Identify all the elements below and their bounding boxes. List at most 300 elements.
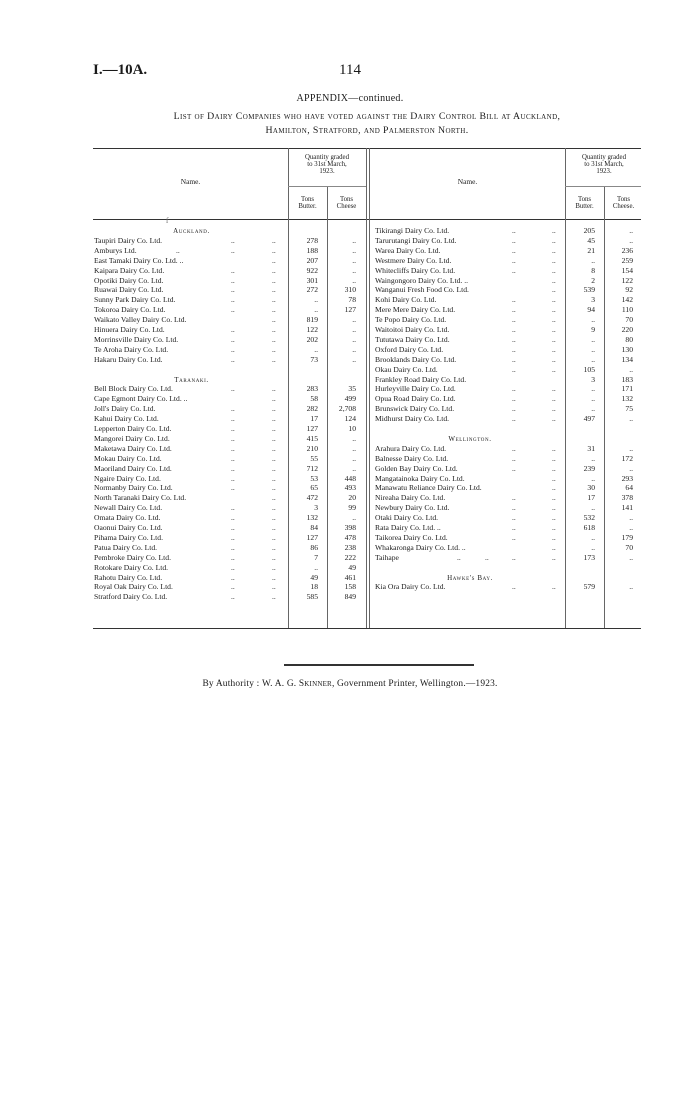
tons-cheese: 478 [344, 532, 356, 542]
company-name: Tokoroa Dairy Co. Ltd. [94, 305, 166, 315]
tons-butter: .. [591, 384, 595, 394]
tons-butter: .. [314, 295, 318, 305]
tons-cheese: .. [629, 582, 633, 592]
tons-cheese: 70 [625, 315, 633, 325]
tons-butter: .. [591, 404, 595, 414]
tons-butter: .. [591, 394, 595, 404]
company-name: Tarurutangi Dairy Co. Ltd. [375, 235, 457, 245]
leader-dots: .. [231, 414, 235, 424]
table-row [0, 295, 700, 305]
leader-dots: .. [272, 433, 276, 443]
leader-dots: .. [272, 532, 276, 542]
table-row [0, 464, 700, 474]
title-line-2: Hamilton, Stratford, and Palmerston North. [265, 125, 469, 136]
company-name: Taupiri Dairy Co. Ltd. [94, 235, 163, 245]
leader-dots: .. [552, 523, 556, 532]
tons-cheese: 99 [348, 503, 356, 513]
tons-butter: 188 [306, 245, 318, 255]
company-name: Morrinsville Dairy Co. Ltd. [94, 334, 179, 344]
leader-dots: .. [231, 463, 235, 473]
leader-dots: .. [272, 334, 276, 344]
company-name: East Tamaki Dairy Co. Ltd. .. [94, 255, 184, 265]
leader-dots: .. [512, 295, 516, 305]
leader-dots: .. [231, 295, 235, 305]
tons-cheese: .. [352, 433, 356, 443]
table-row [0, 266, 700, 276]
company-name: Midhurst Dairy Co. Ltd. [375, 414, 450, 424]
tons-cheese: .. [629, 226, 633, 235]
leader-dots: .. [552, 334, 556, 344]
tons-cheese: .. [629, 523, 633, 532]
leader-dots: .. [272, 295, 276, 305]
table-row [0, 523, 700, 533]
leader-dots: .. [231, 443, 235, 453]
appendix-heading [0, 93, 700, 104]
company-name: Brunswick Dairy Co. Ltd. [375, 404, 455, 414]
table-row [0, 533, 700, 543]
tons-butter: 3 [591, 295, 595, 305]
tons-butter: 579 [583, 582, 595, 592]
leader-dots: .. [512, 325, 516, 334]
leader-dots: .. [552, 414, 556, 424]
company-name: Tututawa Dairy Co. Ltd. [375, 334, 450, 344]
footer-rule [284, 664, 474, 666]
table-row [0, 345, 700, 355]
tons-butter: .. [591, 503, 595, 513]
company-name: Pihama Dairy Co. Ltd. [94, 532, 163, 542]
tons-butter: 202 [306, 334, 318, 344]
table-row [0, 553, 700, 563]
leader-dots: .. [552, 255, 556, 265]
tons-butter: .. [591, 255, 595, 265]
leader-dots: .. [272, 404, 276, 414]
right-quantity-line-2: to 31st March, [584, 161, 624, 168]
leader-dots: .. [552, 493, 556, 503]
leader-dots: .. [512, 453, 516, 463]
company-name: Newbury Dairy Co. Ltd. [375, 503, 450, 513]
tons-butter: 65 [310, 483, 318, 493]
company-name: Tikirangi Dairy Co. Ltd. [375, 226, 450, 235]
tons-cheese: 222 [344, 552, 356, 562]
leader-dots: .. [231, 473, 235, 483]
tons-cheese: 398 [344, 523, 356, 532]
tons-cheese: 49 [348, 562, 356, 572]
tons-cheese: 35 [348, 384, 356, 394]
leader-dots: .. [231, 344, 235, 354]
leader-dots: .. [272, 473, 276, 483]
table-row [0, 394, 700, 404]
company-name: Westmere Dairy Co. Ltd. [375, 255, 452, 265]
leader-dots: .. [512, 255, 516, 265]
company-name: Bell Block Dairy Co. Ltd. [94, 384, 173, 394]
leader-dots: .. [231, 424, 235, 433]
table-row [0, 543, 700, 553]
tons-butter: .. [591, 542, 595, 552]
tons-cheese: 142 [621, 295, 633, 305]
leader-dots: .. [272, 542, 276, 552]
tons-cheese: .. [352, 354, 356, 364]
tons-cheese: .. [352, 513, 356, 523]
tons-cheese: 158 [344, 582, 356, 592]
table-header-rule [93, 219, 641, 220]
leader-dots: .. [512, 265, 516, 275]
leader-dots: .. [552, 265, 556, 275]
company-name: Nireaha Dairy Co. Ltd. [375, 493, 446, 503]
leader-dots: .. [272, 424, 276, 433]
leader-dots: .. [552, 295, 556, 305]
table-row [0, 434, 700, 444]
leader-dots: .. [552, 354, 556, 364]
left-quantity-line-2: to 31st March, [307, 161, 347, 168]
leader-dots: .. [272, 523, 276, 532]
company-name: Manawatu Reliance Dairy Co. Ltd. [375, 483, 482, 493]
company-name: Newall Dairy Co. Ltd. [94, 503, 163, 513]
company-name: North Taranaki Dairy Co. Ltd. [94, 493, 187, 503]
leader-dots: .. [231, 285, 235, 295]
table-top-rule [93, 148, 641, 149]
leader-dots: .. [272, 344, 276, 354]
tons-cheese: 64 [625, 483, 633, 493]
leader-dots: .. [512, 582, 516, 592]
leader-dots: .. [552, 552, 556, 562]
tons-butter: 127 [306, 532, 318, 542]
table-row [0, 355, 700, 365]
company-name: Mangatainoka Dairy Co. Ltd. [375, 473, 465, 483]
tons-cheese: 70 [625, 542, 633, 552]
leader-dots: .. [231, 354, 235, 364]
company-name: Royal Oak Dairy Co. Ltd. [94, 582, 173, 592]
tons-butter: 58 [310, 394, 318, 404]
tons-butter: 472 [306, 493, 318, 503]
company-name: Oxford Dairy Co. Ltd. [375, 344, 444, 354]
tons-butter: 278 [306, 235, 318, 245]
stray-mark: ſ [166, 216, 169, 225]
tons-butter: 21 [587, 245, 595, 255]
left-cheese-line-2: Cheese [336, 203, 357, 210]
tons-cheese: 461 [344, 572, 356, 582]
tons-cheese: 448 [344, 473, 356, 483]
leader-dots: .. [552, 394, 556, 404]
tons-cheese: 293 [621, 473, 633, 483]
company-name: Waingongoro Dairy Co. Ltd. .. [375, 275, 469, 285]
tons-cheese: .. [352, 325, 356, 334]
leader-dots: .. [552, 384, 556, 394]
tons-butter: 532 [583, 513, 595, 523]
leader-dots: .. [512, 404, 516, 414]
tons-butter: 84 [310, 523, 318, 532]
tons-butter: 2 [591, 275, 595, 285]
leader-dots: .. [272, 483, 276, 493]
company-name: Sunny Park Dairy Co. Ltd. [94, 295, 176, 305]
company-name: Balnesse Dairy Co. Ltd. [375, 453, 449, 463]
tons-butter: 819 [306, 315, 318, 325]
tons-butter: 922 [306, 265, 318, 275]
tons-cheese: .. [352, 443, 356, 453]
leader-dots: .. [272, 265, 276, 275]
company-name: Warea Dairy Co. Ltd. [375, 245, 441, 255]
tons-cheese: 132 [621, 394, 633, 404]
section-heading: Auckland. [173, 227, 210, 235]
leader-dots: .. [512, 245, 516, 255]
table-row [0, 384, 700, 394]
leader-dots: .. [552, 325, 556, 334]
tons-cheese: .. [352, 255, 356, 265]
table-row [0, 335, 700, 345]
company-name: Te Aroha Dairy Co. Ltd. [94, 344, 169, 354]
table-row [0, 493, 700, 503]
leader-dots: .. [552, 463, 556, 473]
company-name: Golden Bay Dairy Co. Ltd. [375, 463, 458, 473]
leader-dots: .. [512, 493, 516, 503]
company-name: Taikorea Dairy Co. Ltd. [375, 532, 448, 542]
tons-butter: 105 [583, 364, 595, 374]
company-name: Brooklands Dairy Co. Ltd. [375, 354, 457, 364]
leader-dots: .. [272, 315, 276, 325]
leader-dots: .. [231, 582, 235, 592]
tons-cheese: .. [352, 235, 356, 245]
leader-dots: .. [231, 453, 235, 463]
tons-cheese: 78 [348, 295, 356, 305]
tons-cheese: 92 [625, 285, 633, 295]
tons-butter: 8 [591, 265, 595, 275]
leader-dots: .. [552, 443, 556, 453]
right-name-header: Name. [457, 177, 478, 186]
leader-dots: .. [231, 483, 235, 493]
tons-butter: .. [591, 334, 595, 344]
leader-dots: .. [512, 414, 516, 424]
table-row [0, 305, 700, 315]
tons-cheese: 183 [621, 374, 633, 384]
tons-cheese: 110 [621, 305, 633, 315]
leader-dots: .. [231, 275, 235, 285]
leader-dots: .. [552, 453, 556, 463]
leader-dots: .. [272, 592, 276, 602]
leader-dots: .. [272, 414, 276, 424]
leader-dots: .. [272, 453, 276, 463]
right-cheese-line-1: Tons [616, 196, 631, 203]
tons-butter: 30 [587, 483, 595, 493]
company-name: Whakaronga Dairy Co. Ltd. .. [375, 542, 466, 552]
tons-butter: 73 [310, 354, 318, 364]
tons-butter: 173 [583, 552, 595, 562]
left-subheader-rule [288, 186, 366, 187]
document-reference: I.—10A. [93, 62, 148, 78]
company-name: Taihape [375, 552, 399, 562]
left-name-header: Name. [180, 177, 201, 186]
leader-dots: .. [552, 542, 556, 552]
leader-dots: .. [231, 513, 235, 523]
tons-butter: 53 [310, 473, 318, 483]
leader-dots: .. [272, 285, 276, 295]
tons-butter: 31 [587, 443, 595, 453]
leader-dots: .. [231, 503, 235, 513]
leader-dots: .. [231, 592, 235, 602]
leader-dots: .. [512, 513, 516, 523]
tons-butter: 86 [310, 542, 318, 552]
tons-cheese: 20 [348, 493, 356, 503]
leader-dots: .. [272, 255, 276, 265]
leader-dots: .. [512, 364, 516, 374]
leader-dots: .. [231, 265, 235, 275]
tons-cheese: 122 [621, 275, 633, 285]
table-row [0, 563, 700, 573]
leader-dots: .. [485, 552, 489, 562]
leader-dots: .. [231, 523, 235, 532]
right-cheese-line-2: Cheese. [612, 203, 635, 210]
tons-butter: 49 [310, 572, 318, 582]
tons-cheese: 172 [621, 453, 633, 463]
left-cheese-line-1: Tons [339, 196, 354, 203]
company-name: Mere Mere Dairy Co. Ltd. [375, 305, 456, 315]
tons-butter: 94 [587, 305, 595, 315]
company-name: Pembroke Dairy Co. Ltd. [94, 552, 171, 562]
tons-cheese: .. [352, 463, 356, 473]
tons-butter: .. [591, 344, 595, 354]
tons-butter: 7 [314, 552, 318, 562]
left-quantity-line-1: Quantity graded [305, 154, 349, 161]
tons-cheese: .. [352, 245, 356, 255]
leader-dots: .. [272, 384, 276, 394]
table-row [0, 513, 700, 523]
leader-dots: .. [512, 523, 516, 532]
footer-suffix: , Government Printer, Wellington.—1923. [331, 679, 498, 689]
company-name: Kohi Dairy Co. Ltd. [375, 295, 437, 305]
tons-cheese: 141 [621, 503, 633, 513]
table-row [0, 503, 700, 513]
tons-butter: 585 [306, 592, 318, 602]
company-name: Rotokare Dairy Co. Ltd. [94, 562, 169, 572]
table-row [0, 375, 700, 385]
tons-butter: 3 [591, 374, 595, 384]
tons-cheese: 2,708 [338, 404, 356, 414]
company-name: Hinuera Dairy Co. Ltd. [94, 325, 165, 334]
table-bottom-rule [93, 628, 641, 629]
tons-butter: 9 [591, 325, 595, 334]
leader-dots: .. [552, 364, 556, 374]
leader-dots: .. [512, 503, 516, 513]
company-name: Waikato Valley Dairy Co. Ltd. [94, 315, 187, 325]
table-row [0, 483, 700, 493]
right-quantity-line-1: Quantity graded [582, 154, 626, 161]
company-name: Hakaru Dairy Co. Ltd. [94, 354, 163, 364]
leader-dots: .. [512, 344, 516, 354]
company-name: Ngaire Dairy Co. Ltd. [94, 473, 161, 483]
table-row [0, 474, 700, 484]
tons-butter: 45 [587, 235, 595, 245]
leader-dots: .. [231, 572, 235, 582]
tons-cheese: 171 [621, 384, 633, 394]
leader-dots: .. [512, 354, 516, 364]
tons-cheese: .. [352, 315, 356, 325]
company-name: Opua Road Dairy Co. Ltd. [375, 394, 456, 404]
tons-cheese: 130 [621, 344, 633, 354]
company-name: Arahura Dairy Co. Ltd. [375, 443, 447, 453]
leader-dots: .. [272, 443, 276, 453]
tons-cheese: 493 [344, 483, 356, 493]
company-name: Waitoitoi Dairy Co. Ltd. [375, 325, 450, 334]
leader-dots: .. [512, 552, 516, 562]
company-name: Rata Dairy Co. Ltd. .. [375, 523, 441, 532]
company-name: Patua Dairy Co. Ltd. [94, 542, 158, 552]
tons-butter: 282 [306, 404, 318, 414]
tons-cheese: 80 [625, 334, 633, 344]
leader-dots: .. [231, 325, 235, 334]
leader-dots: .. [231, 235, 235, 245]
leader-dots: .. [272, 493, 276, 503]
table-row [0, 592, 700, 602]
leader-dots: .. [512, 394, 516, 404]
right-butter-line-2: Butter. [575, 203, 594, 210]
company-name: Oaonui Dairy Co. Ltd. [94, 523, 163, 532]
tons-butter: 239 [583, 463, 595, 473]
company-name: Kaipara Dairy Co. Ltd. [94, 265, 165, 275]
tons-cheese: 238 [344, 542, 356, 552]
leader-dots: .. [272, 582, 276, 592]
tons-butter: 127 [306, 424, 318, 433]
leader-dots: .. [272, 503, 276, 513]
footer-prefix: By Authority : [202, 679, 260, 689]
table-row [0, 414, 700, 424]
table-row [0, 256, 700, 266]
leader-dots: .. [512, 226, 516, 235]
tons-butter: 55 [310, 453, 318, 463]
leader-dots: .. [457, 552, 461, 562]
leader-dots: .. [231, 245, 235, 255]
company-name: Omata Dairy Co. Ltd. [94, 513, 161, 523]
left-quantity-header [288, 154, 366, 175]
tons-cheese: .. [352, 344, 356, 354]
leader-dots: .. [552, 473, 556, 483]
tons-cheese: 134 [621, 354, 633, 364]
leader-dots: .. [272, 325, 276, 334]
table-row [0, 365, 700, 375]
left-butter-header [288, 196, 327, 210]
tons-butter: 207 [306, 255, 318, 265]
company-name: Okau Dairy Co. Ltd. [375, 364, 438, 374]
tons-cheese: .. [629, 552, 633, 562]
footer-printer-name: W. A. G. Skinner [262, 679, 332, 689]
company-name: Frankley Road Dairy Co. Ltd. [375, 374, 467, 384]
company-name: Stratford Dairy Co. Ltd. [94, 592, 168, 602]
company-name: Maketawa Dairy Co. Ltd. [94, 443, 172, 453]
tons-cheese: .. [629, 235, 633, 245]
leader-dots: .. [552, 404, 556, 414]
tons-cheese: 220 [621, 325, 633, 334]
leader-dots: .. [231, 552, 235, 562]
table-row [0, 226, 700, 236]
left-butter-line-2: Butter. [298, 203, 317, 210]
tons-butter: .. [591, 453, 595, 463]
leader-dots: .. [231, 542, 235, 552]
tons-cheese: 378 [621, 493, 633, 503]
company-name: Cape Egmont Dairy Co. Ltd. .. [94, 394, 188, 404]
company-name: Kahui Dairy Co. Ltd. [94, 414, 159, 424]
company-name: Otaki Dairy Co. Ltd. [375, 513, 439, 523]
tons-butter: .. [591, 532, 595, 542]
company-name: Mangorei Dairy Co. Ltd. [94, 433, 170, 443]
table-row [0, 315, 700, 325]
right-cheese-header [604, 196, 643, 210]
leader-dots: .. [272, 354, 276, 364]
company-name: Wanganui Fresh Food Co. Ltd. [375, 285, 469, 295]
company-name: Kia Ora Dairy Co. Ltd. [375, 582, 446, 592]
tons-cheese: 310 [344, 285, 356, 295]
table-row [0, 236, 700, 246]
leader-dots: .. [231, 433, 235, 443]
tons-cheese: 259 [621, 255, 633, 265]
left-cheese-header [327, 196, 366, 210]
leader-dots: .. [552, 315, 556, 325]
